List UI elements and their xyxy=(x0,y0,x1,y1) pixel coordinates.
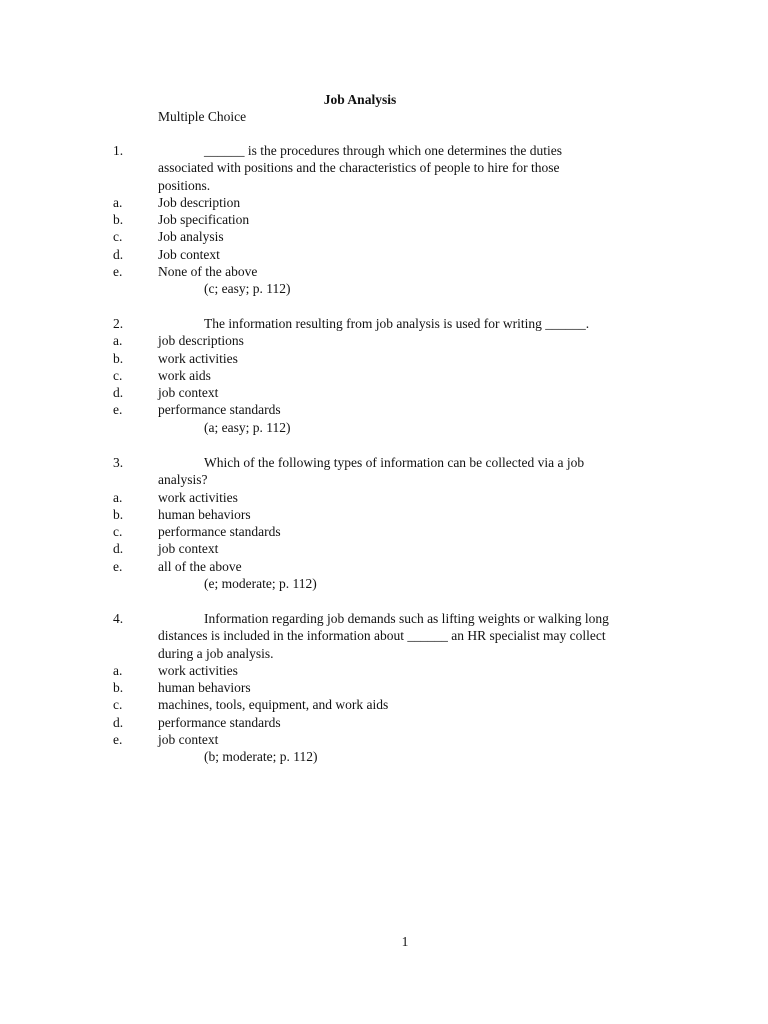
option-text: Job analysis xyxy=(158,229,224,245)
answer-option xyxy=(0,332,768,349)
question-number: 2. xyxy=(113,316,124,331)
option-letter: b. xyxy=(113,506,124,522)
answer-option xyxy=(0,714,768,731)
option-letter: a. xyxy=(113,194,123,210)
answer-option xyxy=(0,540,768,557)
option-text: job descriptions xyxy=(158,333,244,349)
option-text: work activities xyxy=(158,489,238,505)
option-letter: c. xyxy=(113,697,123,713)
option-letter: e. xyxy=(113,732,123,748)
answer-option xyxy=(0,489,768,506)
option-letter: c. xyxy=(113,367,123,383)
question-stem-line: positions. xyxy=(158,177,211,193)
option-text: job context xyxy=(158,732,219,748)
answer-option xyxy=(0,384,768,401)
question-3 xyxy=(0,454,768,592)
question-stem-line: The information resulting from job analysis is used for writing ______. xyxy=(204,316,590,331)
option-letter: b. xyxy=(113,680,124,696)
question-2 xyxy=(0,315,768,436)
question-stem-line: analysis? xyxy=(158,472,208,488)
option-text: performance standards xyxy=(158,524,281,540)
answer-key: (b; moderate; p. 112) xyxy=(204,749,318,765)
option-letter: c. xyxy=(113,229,123,245)
option-letter: d. xyxy=(113,541,124,557)
answer-option xyxy=(0,194,768,211)
question-stem-line: Information regarding job demands such as lifting weights or walking long xyxy=(204,611,609,626)
question-number: 4. xyxy=(113,611,124,626)
answer-option xyxy=(0,523,768,540)
answer-option xyxy=(0,350,768,367)
answer-option xyxy=(0,506,768,523)
option-letter: c. xyxy=(113,524,123,540)
option-text: all of the above xyxy=(158,558,242,574)
answer-option xyxy=(0,558,768,575)
answer-option xyxy=(0,731,768,748)
question-4 xyxy=(0,610,768,766)
answer-key: (a; easy; p. 112) xyxy=(204,419,291,435)
answer-option xyxy=(0,263,768,280)
option-letter: a. xyxy=(113,489,123,505)
option-text: work activities xyxy=(158,662,238,678)
question-stem-line: distances is included in the information about ______ an HR specialist may collect xyxy=(158,628,606,644)
option-text: human behaviors xyxy=(158,506,251,522)
option-text: performance standards xyxy=(158,402,281,418)
option-letter: b. xyxy=(113,212,124,228)
option-text: job context xyxy=(158,385,219,401)
option-text: work aids xyxy=(158,367,211,383)
option-text: human behaviors xyxy=(158,680,251,696)
question-stem-line: Which of the following types of information can be collected via a job xyxy=(204,455,585,470)
question-number: 3. xyxy=(113,455,124,470)
option-letter: e. xyxy=(113,558,123,574)
option-letter: d. xyxy=(113,714,124,730)
answer-option xyxy=(0,401,768,418)
option-letter: d. xyxy=(113,385,124,401)
option-letter: e. xyxy=(113,264,123,280)
option-text: performance standards xyxy=(158,714,281,730)
question-1 xyxy=(0,142,768,298)
question-stem-line: ______ is the procedures through which one determines the duties xyxy=(204,143,563,158)
option-text: Job specification xyxy=(158,212,250,228)
option-letter: d. xyxy=(113,246,124,262)
option-text: None of the above xyxy=(158,264,258,280)
answer-option xyxy=(0,211,768,228)
option-text: machines, tools, equipment, and work aids xyxy=(158,697,389,713)
answer-key: (e; moderate; p. 112) xyxy=(204,576,317,592)
option-letter: a. xyxy=(113,662,123,678)
page-number: 1 xyxy=(401,934,409,949)
document-title: Job Analysis xyxy=(323,92,397,107)
answer-option xyxy=(0,696,768,713)
question-stem-line: associated with positions and the characteristics of people to hire for those xyxy=(158,160,560,176)
option-letter: a. xyxy=(113,333,123,349)
question-stem-line: during a job analysis. xyxy=(158,645,274,661)
question-number: 1. xyxy=(113,143,124,158)
section-heading: Multiple Choice xyxy=(158,109,247,124)
option-text: work activities xyxy=(158,350,238,366)
answer-option xyxy=(0,246,768,263)
option-text: Job description xyxy=(158,194,241,210)
option-text: job context xyxy=(158,541,219,557)
answer-option xyxy=(0,662,768,679)
option-text: Job context xyxy=(158,246,220,262)
option-letter: b. xyxy=(113,350,124,366)
answer-option xyxy=(0,679,768,696)
option-letter: e. xyxy=(113,402,123,418)
answer-option xyxy=(0,228,768,245)
answer-key: (c; easy; p. 112) xyxy=(204,281,291,297)
answer-option xyxy=(0,367,768,384)
